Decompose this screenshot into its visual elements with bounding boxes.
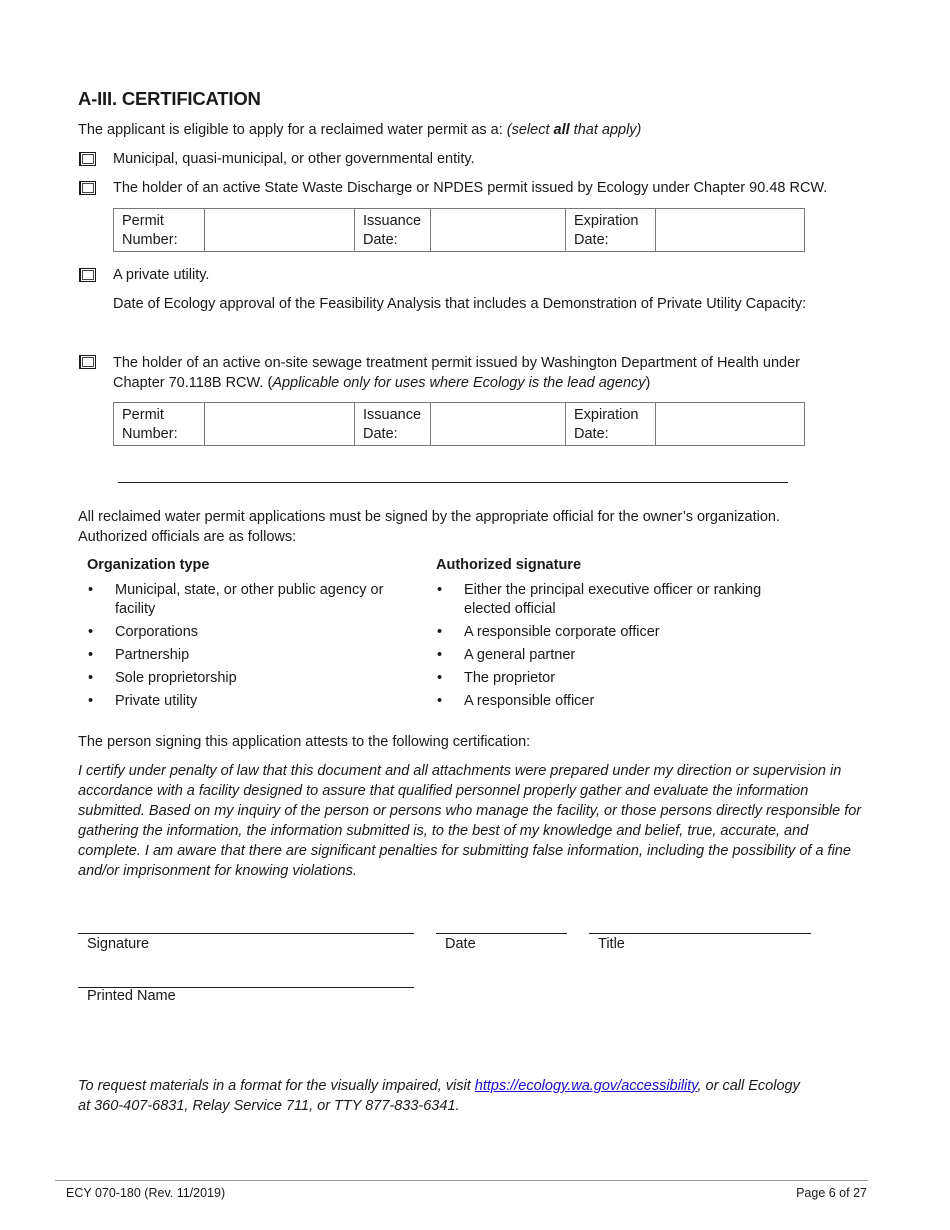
checkbox-onsite-sewage[interactable]	[79, 355, 96, 369]
accessibility-contact: at 360-407-6831, Relay Service 711, or TTY 877-833-6341.	[78, 1098, 460, 1114]
list-item: • Municipal, state, or other public agency or facility	[88, 582, 384, 617]
date-line[interactable]	[436, 933, 567, 934]
permit-number-label: Permit Number:	[114, 403, 205, 446]
signature-label: Signature	[87, 936, 150, 952]
option-private-utility-label: A private utility.	[113, 267, 210, 283]
permit-number-field[interactable]	[205, 403, 355, 446]
list-item: • Either the principal executive officer or ranking elected official	[437, 582, 762, 617]
list-item: • Private utility	[88, 693, 198, 709]
checkbox-municipal[interactable]	[79, 152, 96, 166]
option-municipal-label: Municipal, quasi-municipal, or other governmental entity.	[113, 151, 475, 167]
eligibility-intro-text: The applicant is eligible to apply for a reclaimed water permit as a:	[78, 122, 507, 138]
permit-number-label: Permit Number:	[114, 209, 205, 252]
list-item: • A responsible corporate officer	[437, 624, 660, 640]
date-label: Date	[445, 936, 476, 952]
list-item: • The proprietor	[437, 670, 556, 686]
certification-statement: I certify under penalty of law that this document and all attachments were prepared under my direction or supervision in accordance with a facility designed to assure that qualified personnel properly gather and evaluate the information submitted. Based on my inquiry of the person or persons who manage the facility, or those persons directly responsible for gathering the information, the information submitted is, to the best of my knowledge and belief, true, accurate, and complete. I am aware that there are significant penalties for submitting false information, including the possibility of a fine and/or imprisonment for knowing violations.	[78, 763, 862, 879]
expiration-date-label: Expiration Date:	[566, 209, 656, 252]
org-type-list	[78, 581, 408, 715]
eligibility-intro-bold: all	[553, 122, 570, 138]
signature-line[interactable]	[78, 933, 414, 934]
section-heading: A-III. CERTIFICATION	[78, 88, 261, 109]
authorized-signature-header: Authorized signature	[436, 557, 582, 573]
list-item: • Partnership	[88, 647, 190, 663]
issuance-date-label: Issuance Date:	[355, 209, 431, 252]
list-item: • A responsible officer	[437, 693, 595, 709]
title-line[interactable]	[589, 933, 811, 934]
eligibility-intro	[78, 120, 641, 140]
section-divider	[118, 482, 788, 483]
expiration-date-field[interactable]	[656, 403, 805, 446]
form-id: ECY 070-180 (Rev. 11/2019)	[66, 1186, 226, 1200]
checkbox-private-utility[interactable]	[79, 268, 96, 282]
signing-intro-line1: All reclaimed water permit applications must be signed by the appropriate official for the owner’s organization.	[78, 509, 781, 525]
accessibility-link[interactable]: https://ecology.wa.gov/accessibility	[474, 1078, 698, 1094]
option-onsite-line2: Chapter 70.118B RCW. (Applicable only for uses where Ecology is the lead agency)	[113, 375, 651, 391]
authorized-signature-list	[427, 581, 827, 715]
permit-table-state-waste	[113, 208, 805, 252]
signing-intro	[78, 507, 878, 547]
printed-name-label: Printed Name	[87, 988, 176, 1004]
option-state-waste-label: The holder of an active State Waste Discharge or NPDES permit issued by Ecology under Chapter 90.48 RCW.	[113, 180, 828, 196]
feasibility-date-label: Date of Ecology approval of the Feasibility Analysis that includes a Demonstration of Private Utility Capacity:	[113, 296, 807, 312]
permit-table-onsite	[113, 402, 805, 446]
attest-line: The person signing this application attests to the following certification:	[78, 734, 531, 750]
permit-number-field[interactable]	[205, 209, 355, 252]
expiration-date-label: Expiration Date:	[566, 403, 656, 446]
signing-intro-line2: Authorized officials are as follows:	[78, 529, 297, 545]
page-number: Page 6 of 27	[796, 1186, 867, 1200]
footer-divider	[55, 1180, 868, 1181]
list-item: • Corporations	[88, 624, 199, 640]
list-item: • A general partner	[437, 647, 576, 663]
eligibility-intro-italic-1: (select	[506, 122, 554, 138]
eligibility-intro-italic-2: that apply)	[569, 122, 642, 138]
issuance-date-label: Issuance Date:	[355, 403, 431, 446]
checkbox-state-waste[interactable]	[79, 181, 96, 195]
option-onsite-line1: The holder of an active on-site sewage treatment permit issued by Washington Department of Health under	[113, 355, 800, 371]
issuance-date-field[interactable]	[431, 403, 566, 446]
org-type-header: Organization type	[87, 557, 210, 573]
expiration-date-field[interactable]	[656, 209, 805, 252]
issuance-date-field[interactable]	[431, 209, 566, 252]
title-label: Title	[598, 936, 625, 952]
list-item: • Sole proprietorship	[88, 670, 237, 686]
accessibility-note: To request materials in a format for the visually impaired, visit https://ecology.wa.gov/accessibility, or call Ecology at 360-407-6831, Relay Service 711, or TTY 877-833-6341.	[78, 1076, 868, 1116]
